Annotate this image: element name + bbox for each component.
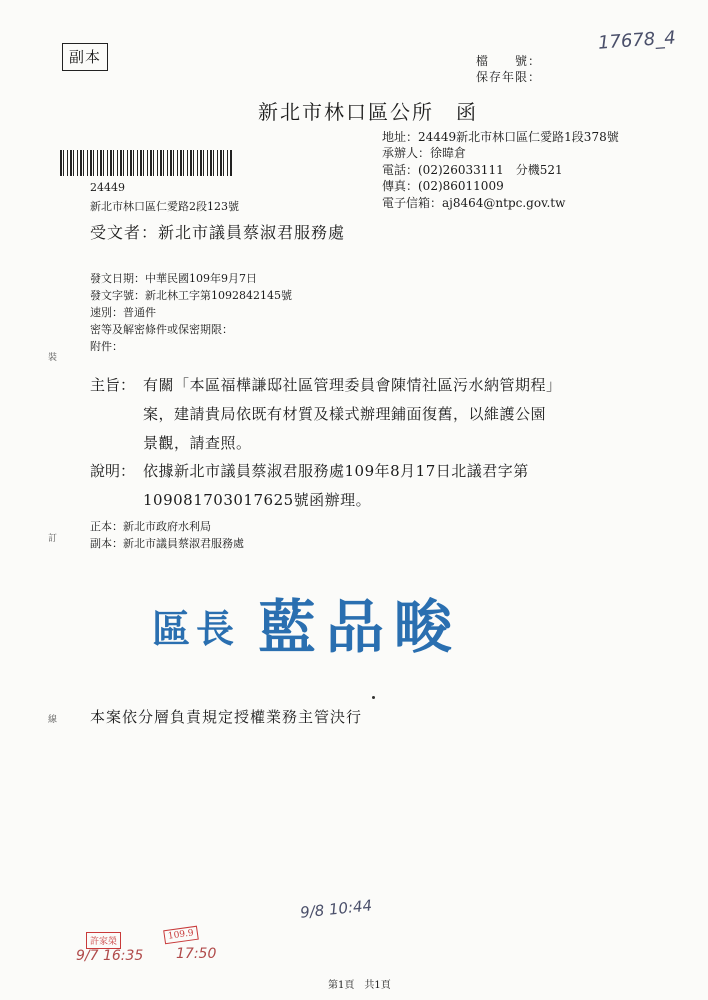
received-stamp-name: 許家榮 (86, 932, 121, 949)
copy-recipient: 副本：新北市議員蔡淑君服務處 (90, 537, 244, 550)
explanation-line-1: 依據新北市議員蔡淑君服務處109年8月17日北議君字第 (143, 462, 529, 480)
handwritten-number: 17678_4 (597, 27, 677, 54)
main-recipient: 正本：新北市政府水利局 (90, 520, 211, 533)
authorization-note: 本案依分層負責規定授權業務主管決行 (90, 708, 363, 726)
handwritten-note: 9/8 10:44 (299, 896, 373, 922)
attachment: 附件： (90, 340, 123, 353)
gist-line-3: 景觀，請查照。 (143, 434, 252, 452)
delivery-speed: 速別：普通件 (90, 306, 156, 319)
file-number-label: 檔 號： (476, 54, 542, 68)
mailing-zip: 24449 (90, 181, 125, 194)
date-stamp: 109.9 (163, 926, 198, 945)
ink-dot (372, 696, 375, 699)
barcode (60, 150, 232, 176)
contact-officer: 承辦人：徐暐倉 (382, 146, 467, 160)
copy-label: 副本 (62, 43, 108, 71)
recipient: 受文者：新北市議員蔡淑君服務處 (90, 223, 346, 242)
margin-mark-line: 線 (48, 715, 58, 725)
document-number: 發文字號：新北林工字第1092842145號 (90, 289, 292, 302)
gist-label: 主旨： (90, 376, 136, 394)
retention-label: 保存年限： (476, 70, 542, 84)
issue-date: 發文日期：中華民國109年9月7日 (90, 272, 257, 285)
signature-title: 區長 (152, 606, 241, 651)
security-level: 密等及解密條件或保密期限： (90, 323, 233, 336)
explanation-label: 說明： (90, 462, 136, 480)
mailing-address: 新北市林口區仁愛路2段123號 (90, 200, 239, 213)
document-title: 新北市林口區公所 函 (258, 100, 478, 124)
contact-phone: 電話：(02)26033111 分機521 (382, 163, 563, 177)
margin-mark-fold: 訂 (48, 534, 58, 544)
gist-line-1: 有關「本區福樺謙邸社區管理委員會陳情社區污水納管期程」 (143, 376, 562, 394)
margin-mark-bind: 裝 (48, 353, 58, 363)
date-stamp-time: 17:50 (176, 946, 217, 962)
explanation-line-2: 109081703017625號函辦理。 (143, 491, 372, 509)
contact-fax: 傳真：(02)86011009 (382, 179, 504, 193)
contact-address: 地址：24449新北市林口區仁愛路1段378號 (382, 130, 619, 144)
contact-email: 電子信箱：aj8464@ntpc.gov.tw (382, 196, 566, 210)
received-stamp-time: 9/7 16:35 (76, 948, 144, 964)
signature-name: 藍品畯 (258, 593, 463, 661)
gist-line-2: 案，建請貴局依既有材質及樣式辦理鋪面復舊，以維護公園 (143, 405, 547, 423)
page-number: 第1頁 共1頁 (328, 980, 391, 991)
